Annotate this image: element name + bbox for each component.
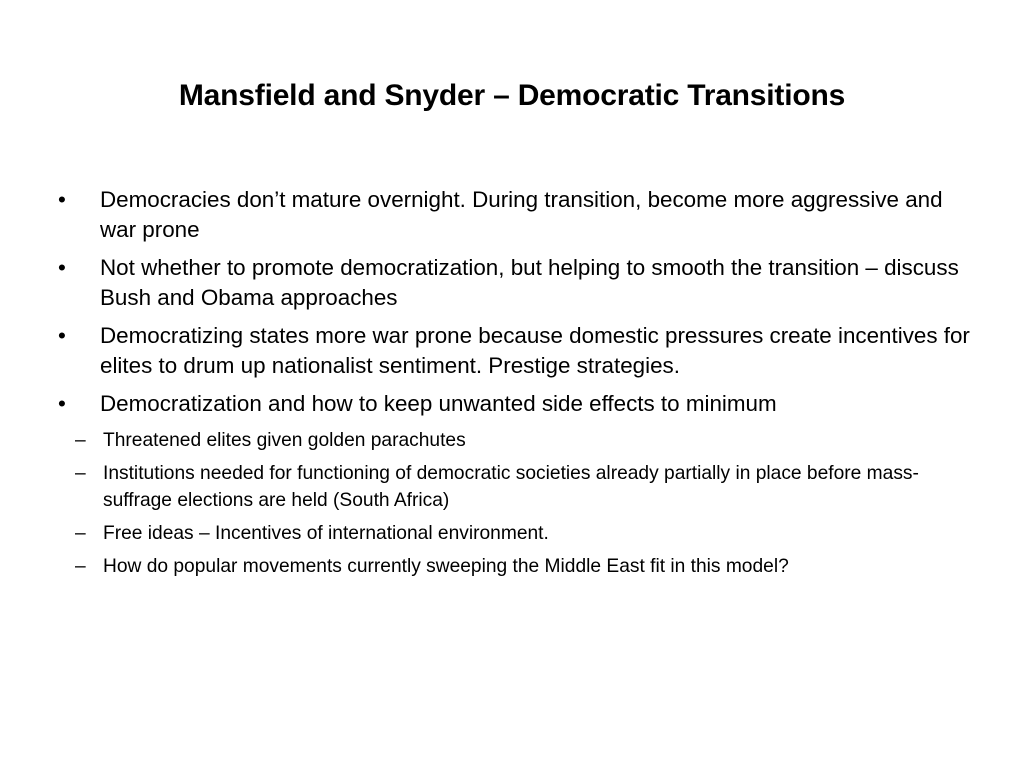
slide-body	[58, 185, 978, 586]
sub-bullet-item	[58, 553, 978, 580]
bullet-text: Not whether to promote democratization, but helping to smooth the transition – discuss Bush and Obama approaches	[100, 255, 959, 310]
dash-icon: –	[75, 556, 86, 577]
bullet-icon: •	[58, 187, 66, 212]
bullet-item	[58, 185, 978, 245]
bullet-text: Democratization and how to keep unwanted side effects to minimum	[100, 391, 777, 416]
sub-bullet-item	[58, 520, 978, 547]
sub-bullet-item	[58, 460, 978, 514]
sub-bullet-text: Threatened elites given golden parachutes	[103, 430, 466, 451]
bullet-item	[58, 321, 978, 381]
sub-bullet-item	[58, 427, 978, 454]
bullet-icon: •	[58, 323, 66, 348]
dash-icon: –	[75, 523, 86, 544]
bullet-item	[58, 389, 978, 419]
bullet-icon: •	[58, 391, 66, 416]
slide-title: Mansfield and Snyder – Democratic Transitions	[178, 79, 846, 112]
dash-icon: –	[75, 463, 86, 484]
bullet-item	[58, 253, 978, 313]
sub-bullet-text: Institutions needed for functioning of democratic societies already partially in place before mass-suffrage elections are held (South Africa)	[103, 463, 919, 511]
bullet-icon: •	[58, 255, 66, 280]
bullet-text: Democracies don’t mature overnight. During transition, become more aggressive and war prone	[100, 187, 943, 242]
sub-bullet-text: Free ideas – Incentives of international environment.	[103, 523, 549, 544]
dash-icon: –	[75, 430, 86, 451]
bullet-list	[58, 185, 978, 419]
sub-bullet-text: How do popular movements currently sweeping the Middle East fit in this model?	[103, 556, 789, 577]
bullet-text: Democratizing states more war prone because domestic pressures create incentives for elites to drum up nationalist sentiment. Prestige strategies.	[100, 323, 970, 378]
sub-bullet-list	[58, 427, 978, 580]
